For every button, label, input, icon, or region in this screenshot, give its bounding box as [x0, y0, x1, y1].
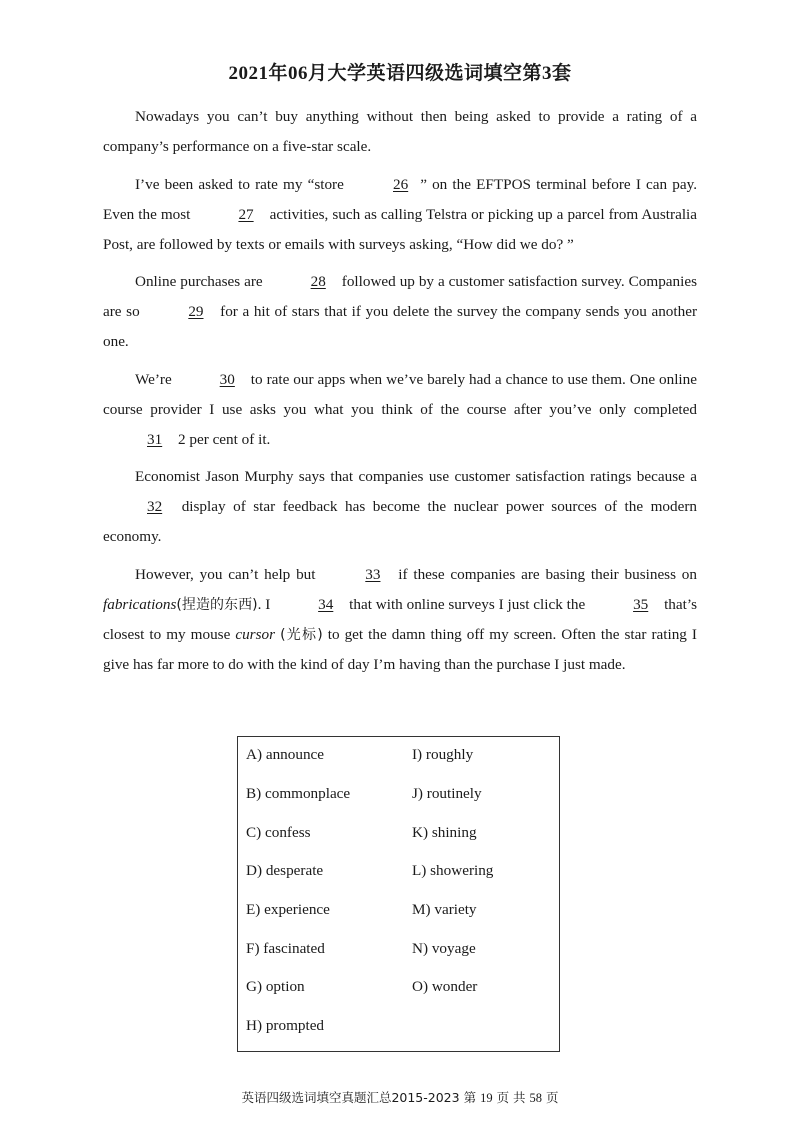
option-b[interactable]: B) commonplace: [246, 785, 351, 802]
paragraph-text: to get the damn thing off my screen. Often the star rating I give has far more to do with the kind of day I’m having than the purchase I just made.: [103, 625, 697, 673]
blank-31[interactable]: [103, 425, 174, 455]
word-bank: [237, 736, 560, 1052]
paragraph-text: 2 per cent of it.: [174, 430, 271, 448]
option-k[interactable]: K) shining: [412, 824, 477, 841]
blank-number: 30: [219, 370, 235, 388]
option-m[interactable]: M) variety: [412, 901, 477, 918]
option-d[interactable]: D) desperate: [246, 862, 324, 879]
paragraph-text: However, you can’t help but: [135, 565, 322, 583]
blank-number: 31: [147, 430, 163, 448]
blank-35[interactable]: [589, 590, 660, 620]
option-i[interactable]: I) roughly: [412, 746, 474, 763]
total-pages: 58: [529, 1091, 543, 1105]
paragraph-text: that’s closest to my mouse: [103, 595, 697, 643]
blank-number: 28: [310, 273, 326, 290]
blank-number: 34: [318, 595, 334, 613]
blank-number: 33: [365, 565, 381, 583]
option-e[interactable]: E) experience: [246, 901, 330, 918]
paragraph-text: We’re: [135, 370, 176, 388]
paragraph-text: followed up by a customer satisfaction survey. Companies are so: [103, 273, 698, 320]
footer-text: 英语四级选词填空真题汇总2015-2023: [241, 1090, 460, 1105]
paragraph-text: to rate our apps when we’ve barely had a chance to use them. One online course provider I use asks you what you think of the course after you’ve only completed: [103, 370, 697, 418]
italic-term: fabrications: [103, 595, 177, 613]
paragraph-text: I’ve been asked to rate my “store: [135, 175, 349, 193]
passage: [103, 102, 697, 687]
option-a[interactable]: A) announce: [246, 746, 325, 763]
paragraph-3: [103, 267, 697, 357]
blank-34[interactable]: [274, 590, 345, 620]
blank-number: 35: [633, 595, 649, 613]
paragraph-2: [103, 170, 697, 260]
chinese-gloss: (捏造的东西): [176, 596, 258, 613]
paragraph-text: if these companies are basing their business on: [392, 565, 697, 583]
option-f[interactable]: F) fascinated: [246, 940, 325, 957]
paragraph-6: [103, 560, 697, 680]
paragraph-text: that with online surveys I just click the: [345, 595, 590, 613]
blank-number: 32: [147, 498, 163, 515]
page-number: 19: [480, 1091, 493, 1105]
paragraph-text: . I: [257, 595, 275, 613]
paragraph-text: for a hit of stars that if you delete the survey the company sends you another one.: [103, 303, 697, 350]
option-c[interactable]: C) confess: [246, 824, 311, 841]
footer-label: 页 共: [496, 1090, 526, 1105]
blank-30[interactable]: [176, 365, 247, 395]
option-g[interactable]: G) option: [246, 978, 305, 995]
chinese-gloss: (光标): [280, 626, 323, 643]
paragraph-text: display of star feedback has become the nuclear power sources of the modern economy.: [103, 498, 697, 545]
paragraph-text: Online purchases are: [135, 273, 267, 290]
option-o[interactable]: O) wonder: [412, 978, 478, 995]
option-h[interactable]: H) prompted: [246, 1017, 325, 1034]
blank-number: 26: [393, 175, 409, 193]
blank-26[interactable]: [349, 170, 420, 200]
paragraph-4: [103, 365, 697, 455]
paragraph-1: [103, 102, 697, 162]
footer-label: 第: [463, 1090, 477, 1105]
blank-number: 29: [188, 303, 204, 320]
option-j[interactable]: J) routinely: [412, 785, 482, 802]
page-footer: [0, 1088, 800, 1106]
page-title: 2021年06月大学英语四级选词填空第3套: [228, 63, 572, 84]
blank-number: 27: [238, 205, 254, 223]
paragraph-5: [103, 462, 697, 552]
blank-32[interactable]: [103, 492, 174, 522]
paragraph-text: activities, such as calling Telstra or picking up a parcel from Australia Post, are followed by texts or emails with surveys asking, “How did we do? ”: [103, 205, 698, 253]
blank-27[interactable]: [194, 200, 265, 230]
option-n[interactable]: N) voyage: [412, 940, 476, 957]
paragraph-text: Economist Jason Murphy says that companies use customer satisfaction ratings because a: [135, 468, 697, 485]
italic-term: cursor: [235, 625, 276, 643]
paragraph-text: Nowadays you can’t buy anything without then being asked to provide a rating of a company’s performance on a five-star scale.: [103, 108, 697, 155]
blank-33[interactable]: [321, 560, 392, 590]
paragraph-text: ” on the EFTPOS terminal before I can pay. Even the most: [103, 175, 697, 223]
footer-label: 页: [546, 1090, 559, 1105]
option-l[interactable]: L) showering: [412, 862, 494, 879]
blank-29[interactable]: [144, 297, 215, 327]
blank-28[interactable]: [267, 267, 338, 297]
